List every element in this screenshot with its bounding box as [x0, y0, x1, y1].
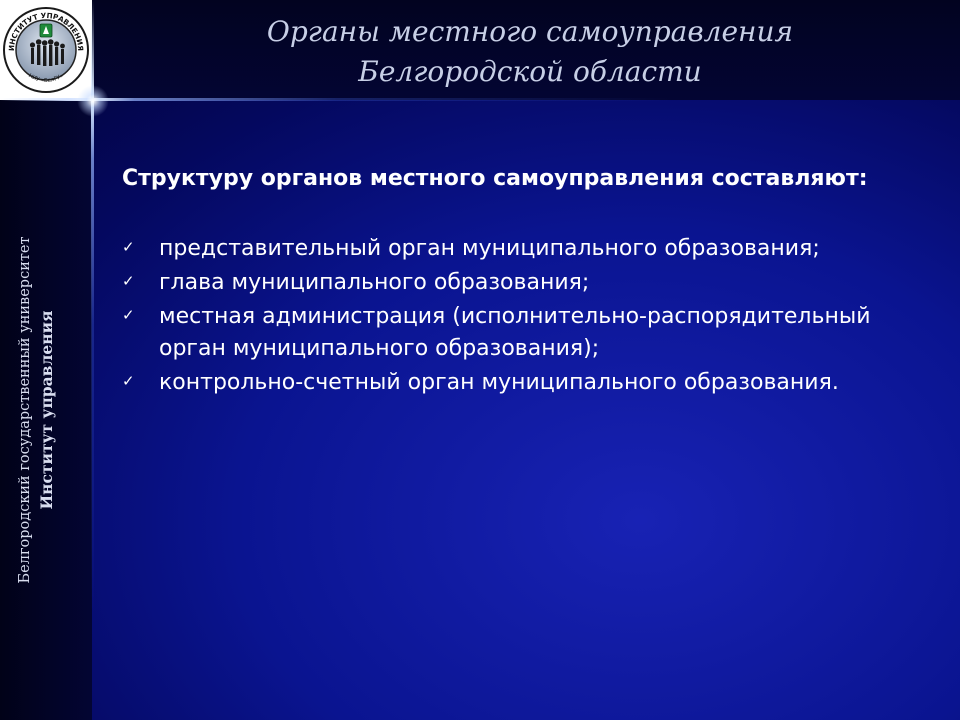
header-divider [0, 98, 960, 101]
content-heading: Структуру органов местного самоуправления составляют: [122, 166, 868, 191]
list-item-text: местная администрация (исполнительно-распорядительный орган муниципального образования); [159, 304, 871, 361]
list-item-text: представительный орган муниципального образования; [159, 236, 820, 261]
page-title [110, 12, 950, 92]
list-item-text: контрольно-счетный орган муниципального образования. [159, 370, 839, 395]
university-name: Белгородский государственный университет [17, 236, 33, 584]
list-item [122, 267, 912, 299]
checkmark-icon: ✓ [122, 372, 135, 390]
checkmark-icon: ✓ [122, 272, 135, 290]
list-item [122, 367, 912, 399]
divider-glow [77, 85, 109, 117]
title-line-1: Органы местного самоуправления [266, 15, 794, 48]
institute-name: Институт управления [37, 310, 56, 510]
svg-text:ИНСТИТУТ УПРАВЛЕНИЯ: ИНСТИТУТ УПРАВЛЕНИЯ [6, 10, 86, 52]
main-content [122, 162, 912, 401]
university-emblem-icon [2, 4, 90, 96]
logo [0, 0, 92, 100]
checkmark-icon: ✓ [122, 238, 135, 256]
title-line-2: Белгородской области [358, 55, 702, 88]
svg-text:НИУ «БелГУ»: НИУ «БелГУ» [27, 72, 65, 85]
checkmark-icon: ✓ [122, 306, 135, 324]
list-item-text: глава муниципального образования; [159, 270, 590, 295]
sidebar-caption [14, 230, 70, 590]
structure-list [122, 233, 912, 399]
list-item [122, 301, 912, 365]
list-item [122, 233, 912, 265]
